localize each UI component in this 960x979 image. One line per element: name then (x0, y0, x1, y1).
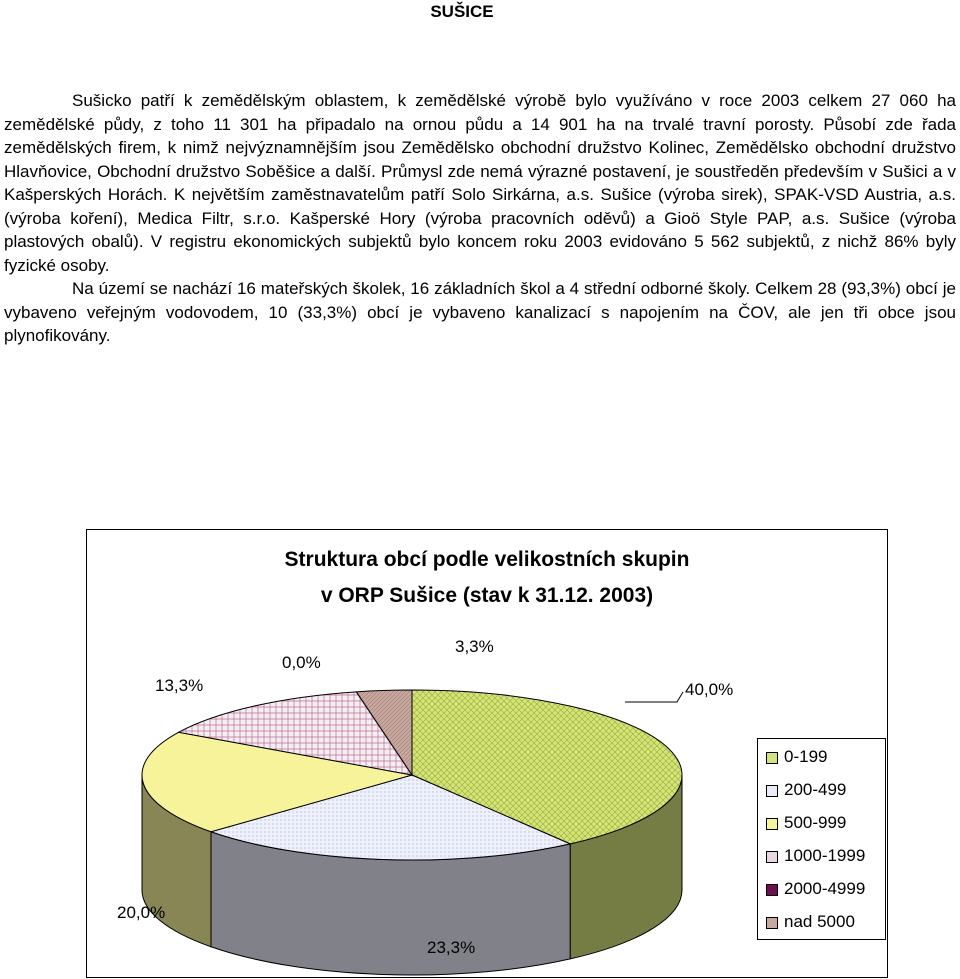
chart-legend (757, 738, 886, 940)
legend-swatch-1000-1999 (766, 851, 778, 863)
legend-label-1000-1999: 1000-1999 (784, 846, 866, 865)
slice-label-500-999: 20,0% (117, 903, 166, 922)
legend-label-200-499: 200-499 (784, 780, 847, 799)
legend-label-0-199: 0-199 (784, 747, 828, 766)
legend-swatch-500-999 (766, 818, 778, 830)
legend-swatch-0-199 (766, 752, 778, 764)
page-heading: SUŠICE (430, 2, 494, 21)
slice-label-2000-4999: 0,0% (282, 653, 321, 672)
legend-swatch-2000-4999 (766, 884, 778, 896)
leader-line-0-199 (625, 692, 683, 702)
paragraph-infrastructure: Na území se nachází 16 mateřských školek, 16 základních škol a 4 střední odborné školy. Celkem 28 (93,3%) obcí je vybaveno veřejným vodovodem, 10 (33,3%) obcí je vybaveno kanalizací s napojením na ČOV, ale jen tři obce jsou plynofikovány. (4, 279, 956, 345)
slice-label-nad-5000: 3,3% (455, 637, 494, 656)
legend-label-nad-5000: nad 5000 (784, 912, 855, 931)
slice-label-200-499: 23,3% (427, 938, 476, 957)
legend-swatch-nad-5000 (766, 917, 778, 929)
chart-title-line-2: v ORP Sušice (stav k 31.12. 2003) (320, 584, 654, 607)
legend-label-500-999: 500-999 (784, 813, 847, 832)
legend-label-2000-4999: 2000-4999 (784, 879, 866, 898)
pie-chart-frame (86, 529, 888, 978)
paragraph-economy: Sušicko patří k zemědělským oblastem, k zemědělské výrobě bylo využíváno v roce 2003 celkem 27 060 ha zemědělské půdy, z toho 11 301 ha připadalo na ornou půdu a 14 901 ha na trvalé travní porosty. Působí zde řada zemědělských firem, k nimž nejvýznamnějším jsou Zemědělsko obchodní družstvo Kolinec, Zemědělsko obchodní družstvo Hlavňovice, Obchodní družstvo Soběšice a další. Průmysl zde nemá výrazné postavení, je soustředěn především v Sušici a v Kašperských Horách. K největším zaměstnavatelům patří Solo Sirkárna, a.s. Sušice (výroba sirek), SPAK-VSD Austria, a.s. (výroba koření), Medica Filtr, s.r.o. Kašperské Hory (výroba pracovních oděvů) a Gioö Style PAP, a.s. Sušice (výroba plastových obalů). V registru ekonomických subjektů bylo koncem roku 2003 evidováno 5 562 subjektů, z nichž 86% byly fyzické osoby. (4, 91, 956, 275)
body-text (4, 89, 956, 348)
chart-title-line-1: Struktura obcí podle velikostních skupin (284, 548, 690, 571)
legend-swatch-200-499 (766, 785, 778, 797)
slice-label-0-199: 40,0% (685, 680, 734, 699)
slice-label-1000-1999: 13,3% (155, 676, 204, 695)
